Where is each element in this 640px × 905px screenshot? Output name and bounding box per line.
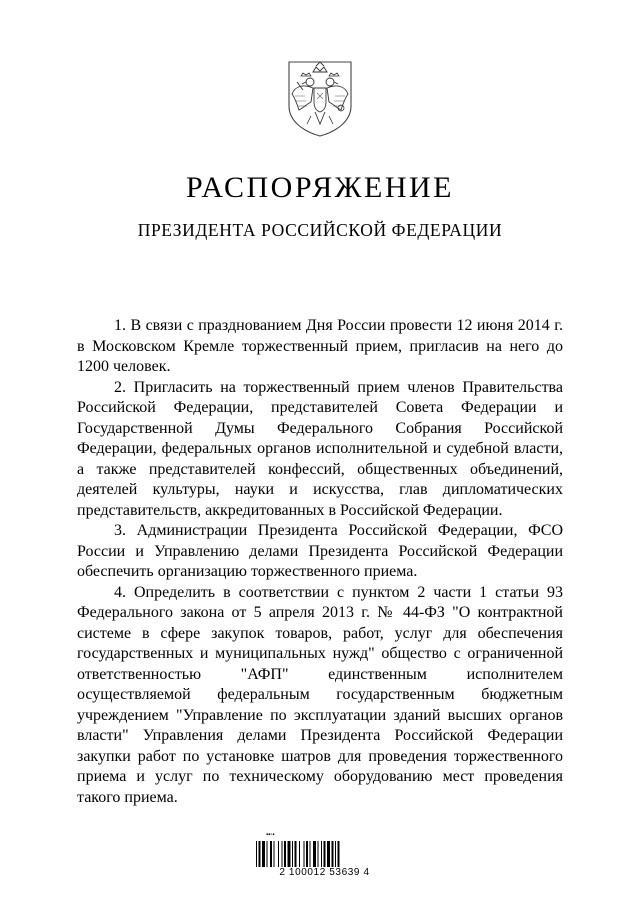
document-subtitle: ПРЕЗИДЕНТА РОССИЙСКОЙ ФЕДЕРАЦИИ: [137, 220, 503, 240]
barcode-icon: [256, 841, 392, 867]
document-barcode: [252, 832, 397, 880]
paragraph-1: 1. В связи с празднованием Дня России провести 12 июня 2014 г. в Московском Кремле торжественный прием, пригласив на него до 1200 человек.: [77, 317, 563, 375]
paragraph-4: 4. Определить в соответствии с пунктом 2 части 1 статьи 93 Федерального закона от 5 апреля 2013 г. № 44-ФЗ "О контрактной системе в сфере закупок товаров, работ, услуг для обеспечения государственных и муниципальных нужд" общество с ограниченной ответственностью "АФП" единственным исполнителем осуществляемой федеральным государственным бюджетным учреждением "Управление по эксплуатации зданий высших органов власти" Управления делами Президента Российской Федерации закупки работ по установке шатров для проведения торжественного приема и услуг по техническому оборудованию мест проведения такого приема.: [77, 583, 563, 806]
document-title: РАСПОРЯЖЕНИЕ: [185, 171, 455, 204]
russian-coat-of-arms-icon: [283, 58, 357, 138]
paragraph-3: 3. Администрации Президента Российской Федерации, ФСО России и Управлению делами Президента Российской Федерации обеспечить организацию торжественного приема.: [77, 522, 563, 580]
document-body: [77, 316, 563, 808]
barcode-mark: ▪▪▫▪: [266, 832, 275, 838]
paragraph-2: 2. Пригласить на торжественный прием членов Правительства Российской Федерации, представителей Совета Федерации и Государственной Думы Федерального Собрания Российской Федерации, федеральных органов исполнительной и судебной власти, а также представителей конфессий, общественных объединений, деятелей культуры, науки и искусства, глав дипломатических представительств, аккредитованных в Российской Федерации.: [77, 378, 563, 519]
barcode-number: 2 100012 53639 4: [279, 867, 370, 878]
